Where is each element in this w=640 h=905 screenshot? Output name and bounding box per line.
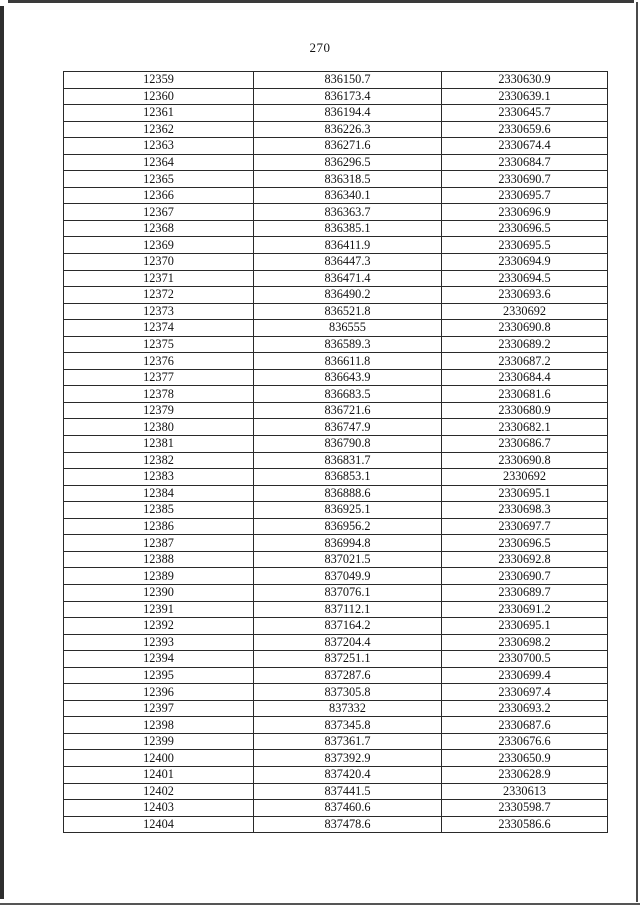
point-number-cell: 12400: [64, 750, 254, 767]
x-coordinate-cell: 836747.9: [254, 419, 442, 436]
x-coordinate-cell: 837441.5: [254, 783, 442, 800]
x-coordinate-cell: 836589.3: [254, 336, 442, 353]
y-coordinate-cell: 2330699.4: [442, 667, 608, 684]
point-number-cell: 12387: [64, 535, 254, 552]
y-coordinate-cell: 2330692: [442, 469, 608, 486]
x-coordinate-cell: 836555: [254, 320, 442, 337]
table-row: [64, 270, 608, 287]
y-coordinate-cell: 2330687.2: [442, 353, 608, 370]
point-number-cell: 12386: [64, 518, 254, 535]
y-coordinate-cell: 2330690.7: [442, 171, 608, 188]
y-coordinate-cell: 2330697.7: [442, 518, 608, 535]
table-row: [64, 717, 608, 734]
point-number-cell: 12381: [64, 436, 254, 453]
table-row: [64, 187, 608, 204]
point-number-cell: 12396: [64, 684, 254, 701]
x-coordinate-cell: 837420.4: [254, 766, 442, 783]
point-number-cell: 12374: [64, 320, 254, 337]
x-coordinate-cell: 836226.3: [254, 121, 442, 138]
y-coordinate-cell: 2330690.7: [442, 568, 608, 585]
y-coordinate-cell: 2330659.6: [442, 121, 608, 138]
point-number-cell: 12395: [64, 667, 254, 684]
point-number-cell: 12375: [64, 336, 254, 353]
point-number-cell: 12384: [64, 485, 254, 502]
point-number-cell: 12397: [64, 700, 254, 717]
x-coordinate-cell: 836318.5: [254, 171, 442, 188]
x-coordinate-cell: 837478.6: [254, 816, 442, 833]
x-coordinate-cell: 837460.6: [254, 800, 442, 817]
point-number-cell: 12367: [64, 204, 254, 221]
coordinates-table: [63, 71, 608, 833]
x-coordinate-cell: 837392.9: [254, 750, 442, 767]
coordinates-table-container: [63, 71, 607, 833]
point-number-cell: 12401: [64, 766, 254, 783]
point-number-cell: 12372: [64, 287, 254, 304]
point-number-cell: 12379: [64, 402, 254, 419]
table-row: [64, 171, 608, 188]
table-row: [64, 303, 608, 320]
point-number-cell: 12366: [64, 187, 254, 204]
scan-border-left: [0, 6, 4, 899]
point-number-cell: 12393: [64, 634, 254, 651]
x-coordinate-cell: 836411.9: [254, 237, 442, 254]
table-row: [64, 254, 608, 271]
y-coordinate-cell: 2330694.5: [442, 270, 608, 287]
point-number-cell: 12398: [64, 717, 254, 734]
table-row: [64, 154, 608, 171]
table-row: [64, 237, 608, 254]
y-coordinate-cell: 2330692: [442, 303, 608, 320]
x-coordinate-cell: 836683.5: [254, 386, 442, 403]
x-coordinate-cell: 836721.6: [254, 402, 442, 419]
point-number-cell: 12363: [64, 138, 254, 155]
x-coordinate-cell: 836150.7: [254, 72, 442, 89]
x-coordinate-cell: 836643.9: [254, 369, 442, 386]
point-number-cell: 12378: [64, 386, 254, 403]
point-number-cell: 12361: [64, 105, 254, 122]
table-row: [64, 601, 608, 618]
table-row: [64, 72, 608, 89]
table-row: [64, 204, 608, 221]
point-number-cell: 12370: [64, 254, 254, 271]
table-row: [64, 353, 608, 370]
y-coordinate-cell: 2330698.2: [442, 634, 608, 651]
x-coordinate-cell: 837305.8: [254, 684, 442, 701]
point-number-cell: 12373: [64, 303, 254, 320]
point-number-cell: 12360: [64, 88, 254, 105]
y-coordinate-cell: 2330680.9: [442, 402, 608, 419]
table-row: [64, 800, 608, 817]
table-row: [64, 816, 608, 833]
table-row: [64, 733, 608, 750]
x-coordinate-cell: 837332: [254, 700, 442, 717]
x-coordinate-cell: 836994.8: [254, 535, 442, 552]
x-coordinate-cell: 836888.6: [254, 485, 442, 502]
y-coordinate-cell: 2330684.7: [442, 154, 608, 171]
y-coordinate-cell: 2330630.9: [442, 72, 608, 89]
x-coordinate-cell: 836490.2: [254, 287, 442, 304]
table-row: [64, 105, 608, 122]
y-coordinate-cell: 2330694.9: [442, 254, 608, 271]
x-coordinate-cell: 837164.2: [254, 618, 442, 635]
y-coordinate-cell: 2330686.7: [442, 436, 608, 453]
point-number-cell: 12359: [64, 72, 254, 89]
y-coordinate-cell: 2330690.8: [442, 452, 608, 469]
y-coordinate-cell: 2330692.8: [442, 551, 608, 568]
point-number-cell: 12389: [64, 568, 254, 585]
point-number-cell: 12385: [64, 502, 254, 519]
x-coordinate-cell: 836173.4: [254, 88, 442, 105]
y-coordinate-cell: 2330697.4: [442, 684, 608, 701]
x-coordinate-cell: 837287.6: [254, 667, 442, 684]
x-coordinate-cell: 836611.8: [254, 353, 442, 370]
x-coordinate-cell: 836471.4: [254, 270, 442, 287]
x-coordinate-cell: 836296.5: [254, 154, 442, 171]
y-coordinate-cell: 2330676.6: [442, 733, 608, 750]
y-coordinate-cell: 2330696.5: [442, 535, 608, 552]
table-row: [64, 88, 608, 105]
x-coordinate-cell: 837361.7: [254, 733, 442, 750]
table-row: [64, 684, 608, 701]
y-coordinate-cell: 2330695.7: [442, 187, 608, 204]
y-coordinate-cell: 2330586.6: [442, 816, 608, 833]
table-row: [64, 535, 608, 552]
table-row: [64, 469, 608, 486]
y-coordinate-cell: 2330689.7: [442, 584, 608, 601]
point-number-cell: 12402: [64, 783, 254, 800]
y-coordinate-cell: 2330689.2: [442, 336, 608, 353]
y-coordinate-cell: 2330698.3: [442, 502, 608, 519]
point-number-cell: 12391: [64, 601, 254, 618]
table-row: [64, 369, 608, 386]
point-number-cell: 12392: [64, 618, 254, 635]
x-coordinate-cell: 837049.9: [254, 568, 442, 585]
y-coordinate-cell: 2330695.1: [442, 485, 608, 502]
point-number-cell: 12390: [64, 584, 254, 601]
point-number-cell: 12364: [64, 154, 254, 171]
y-coordinate-cell: 2330690.8: [442, 320, 608, 337]
point-number-cell: 12383: [64, 469, 254, 486]
x-coordinate-cell: 836363.7: [254, 204, 442, 221]
table-row: [64, 386, 608, 403]
page-number: 270: [309, 40, 331, 55]
point-number-cell: 12376: [64, 353, 254, 370]
scan-border-right: [636, 2, 638, 902]
x-coordinate-cell: 837251.1: [254, 651, 442, 668]
x-coordinate-cell: 837076.1: [254, 584, 442, 601]
table-row: [64, 419, 608, 436]
x-coordinate-cell: 836925.1: [254, 502, 442, 519]
y-coordinate-cell: 2330691.2: [442, 601, 608, 618]
table-row: [64, 783, 608, 800]
point-number-cell: 12377: [64, 369, 254, 386]
x-coordinate-cell: 837112.1: [254, 601, 442, 618]
table-row: [64, 618, 608, 635]
y-coordinate-cell: 2330687.6: [442, 717, 608, 734]
table-row: [64, 320, 608, 337]
point-number-cell: 12404: [64, 816, 254, 833]
table-row: [64, 518, 608, 535]
x-coordinate-cell: 836956.2: [254, 518, 442, 535]
x-coordinate-cell: 836521.8: [254, 303, 442, 320]
table-row: [64, 568, 608, 585]
coordinates-table-body: [64, 72, 608, 833]
point-number-cell: 12369: [64, 237, 254, 254]
table-row: [64, 138, 608, 155]
table-row: [64, 584, 608, 601]
y-coordinate-cell: 2330696.5: [442, 220, 608, 237]
point-number-cell: 12403: [64, 800, 254, 817]
point-number-cell: 12365: [64, 171, 254, 188]
point-number-cell: 12380: [64, 419, 254, 436]
x-coordinate-cell: 836385.1: [254, 220, 442, 237]
x-coordinate-cell: 836831.7: [254, 452, 442, 469]
table-row: [64, 287, 608, 304]
x-coordinate-cell: 836340.1: [254, 187, 442, 204]
x-coordinate-cell: 837021.5: [254, 551, 442, 568]
y-coordinate-cell: 2330696.9: [442, 204, 608, 221]
y-coordinate-cell: 2330700.5: [442, 651, 608, 668]
x-coordinate-cell: 836194.4: [254, 105, 442, 122]
y-coordinate-cell: 2330650.9: [442, 750, 608, 767]
y-coordinate-cell: 2330693.2: [442, 700, 608, 717]
table-row: [64, 551, 608, 568]
point-number-cell: 12362: [64, 121, 254, 138]
table-row: [64, 651, 608, 668]
table-row: [64, 485, 608, 502]
y-coordinate-cell: 2330598.7: [442, 800, 608, 817]
x-coordinate-cell: 836447.3: [254, 254, 442, 271]
table-row: [64, 402, 608, 419]
scan-border-top: [8, 0, 634, 3]
point-number-cell: 12399: [64, 733, 254, 750]
table-row: [64, 766, 608, 783]
x-coordinate-cell: 836271.6: [254, 138, 442, 155]
table-row: [64, 452, 608, 469]
x-coordinate-cell: 836853.1: [254, 469, 442, 486]
table-row: [64, 750, 608, 767]
y-coordinate-cell: 2330681.6: [442, 386, 608, 403]
y-coordinate-cell: 2330684.4: [442, 369, 608, 386]
y-coordinate-cell: 2330628.9: [442, 766, 608, 783]
table-row: [64, 336, 608, 353]
table-row: [64, 667, 608, 684]
table-row: [64, 634, 608, 651]
y-coordinate-cell: 2330695.5: [442, 237, 608, 254]
y-coordinate-cell: 2330695.1: [442, 618, 608, 635]
x-coordinate-cell: 837204.4: [254, 634, 442, 651]
table-row: [64, 436, 608, 453]
table-row: [64, 220, 608, 237]
y-coordinate-cell: 2330645.7: [442, 105, 608, 122]
point-number-cell: 12368: [64, 220, 254, 237]
point-number-cell: 12371: [64, 270, 254, 287]
y-coordinate-cell: 2330693.6: [442, 287, 608, 304]
table-row: [64, 700, 608, 717]
table-row: [64, 502, 608, 519]
point-number-cell: 12394: [64, 651, 254, 668]
point-number-cell: 12388: [64, 551, 254, 568]
y-coordinate-cell: 2330613: [442, 783, 608, 800]
x-coordinate-cell: 837345.8: [254, 717, 442, 734]
y-coordinate-cell: 2330682.1: [442, 419, 608, 436]
point-number-cell: 12382: [64, 452, 254, 469]
y-coordinate-cell: 2330674.4: [442, 138, 608, 155]
table-row: [64, 121, 608, 138]
x-coordinate-cell: 836790.8: [254, 436, 442, 453]
y-coordinate-cell: 2330639.1: [442, 88, 608, 105]
